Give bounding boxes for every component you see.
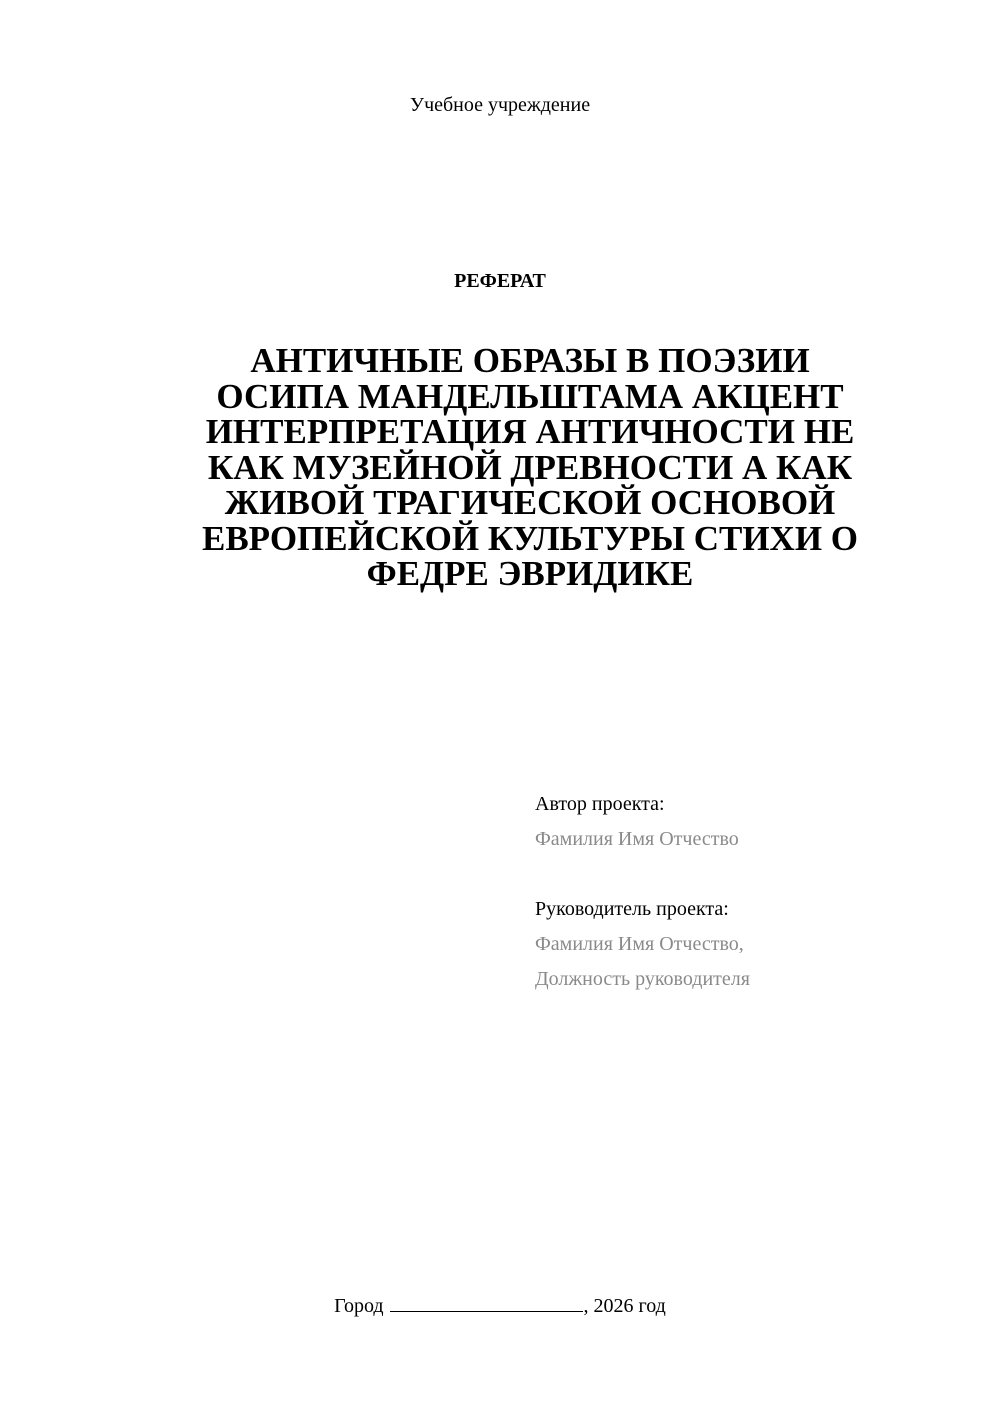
supervisor-label: Руководитель проекта: bbox=[535, 898, 729, 920]
city-blank-line bbox=[390, 1292, 583, 1312]
title-line: КАК МУЗЕЙНОЙ ДРЕВНОСТИ А КАК bbox=[207, 447, 853, 487]
title-line: АНТИЧНЫЕ ОБРАЗЫ В ПОЭЗИИ bbox=[250, 341, 810, 380]
city-year-line bbox=[0, 1292, 1000, 1319]
title-line: ОСИПА МАНДЕЛЬШТАМА АКЦЕНТ bbox=[216, 376, 844, 416]
supervisor-position: Должность руководителя bbox=[535, 968, 750, 990]
author-label: Автор проекта: bbox=[535, 793, 665, 815]
year-text: , 2026 год bbox=[583, 1295, 666, 1317]
institution-name: Учебное учреждение bbox=[409, 94, 591, 116]
city-label: Город bbox=[334, 1295, 384, 1317]
title-line: ФЕДРЕ ЭВРИДИКЕ bbox=[366, 554, 694, 593]
author-block bbox=[535, 791, 975, 852]
document-title bbox=[150, 343, 910, 592]
title-line: ЕВРОПЕЙСКОЙ КУЛЬТУРЫ СТИХИ О bbox=[201, 518, 859, 558]
title-line: ИНТЕРПРЕТАЦИЯ АНТИЧНОСТИ НЕ bbox=[205, 412, 855, 451]
title-line: ЖИВОЙ ТРАГИЧЕСКОЙ ОСНОВОЙ bbox=[224, 483, 836, 522]
author-name: Фамилия Имя Отчество bbox=[535, 828, 739, 850]
supervisor-name: Фамилия Имя Отчество, bbox=[535, 933, 744, 955]
document-type: РЕФЕРАТ bbox=[454, 270, 546, 292]
supervisor-block bbox=[535, 896, 975, 992]
